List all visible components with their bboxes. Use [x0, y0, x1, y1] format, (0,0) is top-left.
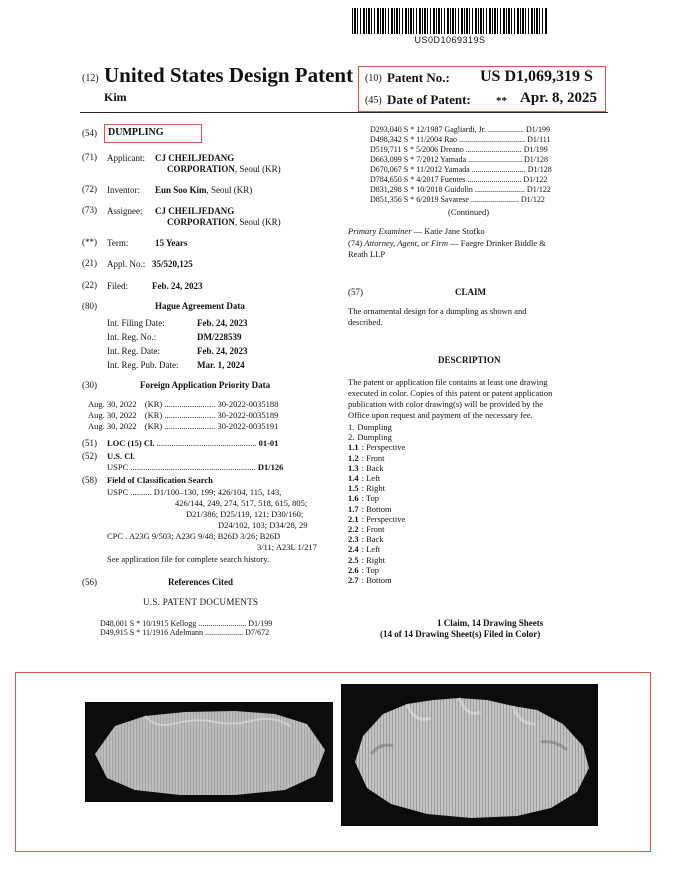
page-title: United States Design Patent: [104, 63, 354, 87]
claims-summary: 1 Claim, 14 Drawing Sheets: [437, 618, 544, 628]
ref-dots: ...........................: [468, 155, 523, 164]
ref-name: Adelmann: [169, 628, 204, 637]
ref-class: D1/128: [527, 165, 552, 174]
inventor-code: (72): [82, 184, 97, 194]
ref-name: Kellogg: [170, 619, 197, 628]
ref-date: 10/2018: [416, 185, 443, 194]
search-code: (58): [82, 475, 97, 485]
figure-number: 2.1: [348, 513, 359, 524]
applicant-name-l2: [167, 163, 281, 175]
figure-list-item: [348, 524, 385, 534]
figure-list-item: [348, 473, 380, 483]
figure-caption: : Bottom: [361, 503, 392, 514]
figure-caption: : Top: [361, 564, 380, 575]
refs-heading: References Cited: [168, 577, 234, 587]
ref-date: 6/2019: [416, 195, 439, 204]
ref-name: Dreano: [440, 145, 464, 154]
ref-date: 11/2004: [416, 135, 443, 144]
appl-number: 35/520,125: [152, 259, 193, 269]
search-line-3: D24/102, 103; D34/28, 29: [218, 520, 308, 530]
figure-caption: : Back: [361, 534, 384, 545]
inventor-line: [155, 184, 252, 196]
priority-date: Aug. 30, 2022: [88, 399, 137, 409]
figure-caption: : Front: [361, 524, 385, 534]
assignee-name: CORPORATION: [167, 217, 235, 227]
dumpling-shape: [95, 711, 325, 795]
description-line: executed in color. Copies of this patent or patent application: [348, 388, 553, 398]
figure-caption: Dumpling: [357, 422, 392, 432]
examiner-name: — Katie Jane Stofko: [411, 226, 485, 236]
uspc-line: [107, 462, 283, 473]
hague-label-2: Int. Reg. Date:: [107, 346, 160, 356]
ref-dots: ............................: [465, 145, 522, 154]
description-line: publication with color drawing(s) will be provided by the: [348, 399, 543, 409]
dumpling-figure-1: [85, 702, 333, 802]
barcode-number: US0D1069319S: [414, 35, 486, 45]
hague-label-0: Int. Filing Date:: [107, 318, 165, 328]
ref-dots: ........................: [198, 619, 247, 628]
figure-list-item: [348, 422, 392, 432]
search-line-1: 426/144, 249, 274, 517, 518, 615, 805;: [175, 498, 308, 508]
patent-date-label: Date of Patent:: [387, 92, 471, 107]
sheets-summary: (14 of 14 Drawing Sheet(s) Filed in Color): [380, 629, 541, 639]
figure-list-item: [348, 504, 392, 514]
ref-name: Fuentes: [440, 175, 466, 184]
ref-dots: ...................: [205, 628, 244, 637]
priority-date: Aug. 30, 2022: [88, 410, 137, 420]
figure-caption: : Right: [361, 554, 386, 565]
hague-code: (80): [82, 301, 97, 311]
ref-name: Savarese: [440, 195, 469, 204]
ref-star: *: [410, 135, 415, 144]
inventor-location: , Seoul (KR): [206, 185, 253, 195]
figure-number: 2.3: [348, 534, 359, 545]
reference-row: [100, 628, 269, 638]
ref-number: D48,001 S: [100, 619, 135, 628]
figure-list-item: [348, 442, 405, 452]
figure-list-item: [348, 534, 384, 544]
appl-code: (21): [82, 258, 97, 268]
ref-class: D1/122: [526, 185, 551, 194]
figure-number: 1.5: [348, 483, 359, 494]
ref-class: D1/111: [527, 135, 551, 144]
priority-number: 30-2022-0035191: [217, 421, 279, 431]
figure-list-item: [348, 555, 385, 565]
ref-name: Gagliardi, Jr.: [444, 125, 487, 134]
dumpling-figure-2-drawing: [341, 684, 598, 826]
ref-dots: .................................: [459, 135, 526, 144]
priority-heading: Foreign Application Priority Data: [140, 380, 271, 390]
applicant-code: (71): [82, 152, 97, 162]
priority-dots: ........................: [164, 410, 216, 420]
hague-value-2: Feb. 24, 2023: [197, 346, 248, 356]
figure-number: 1.3: [348, 462, 359, 473]
ref-number: D663,099 S: [370, 155, 409, 164]
priority-country: (KR): [144, 399, 163, 409]
design-title: DUMPLING: [108, 127, 164, 138]
ref-dots: ...........................: [471, 165, 526, 174]
patent-number-label: Patent No.:: [387, 70, 450, 85]
ref-name: Yamada: [440, 155, 467, 164]
figure-list-item: [348, 432, 392, 442]
description-heading: DESCRIPTION: [438, 355, 501, 365]
ref-star: *: [410, 125, 415, 134]
loc-code: (51): [82, 438, 97, 448]
priority-country: (KR): [144, 410, 163, 420]
priority-row: [88, 410, 278, 421]
priority-row: [88, 399, 278, 410]
figure-list-item: [348, 483, 385, 493]
ref-star: *: [136, 628, 141, 637]
figure-list-item: [348, 453, 385, 463]
ref-date: 11/2012: [416, 165, 443, 174]
loc-label: LOC (15) Cl.: [107, 438, 155, 448]
ref-number: D784,650 S: [370, 175, 409, 184]
ref-number: D49,915 S: [100, 628, 135, 637]
reference-row: [370, 185, 551, 195]
ref-star: *: [409, 145, 414, 154]
patent-number: US D1,069,319 S: [480, 68, 593, 85]
ref-star: *: [410, 195, 415, 204]
claim-text-l1: The ornamental design for a dumpling as shown and: [348, 306, 527, 316]
search-line-6: See application file for complete search history.: [107, 554, 270, 564]
figure-caption: : Perspective: [361, 442, 406, 453]
figure-list-item: [348, 493, 379, 503]
hague-label-3: Int. Reg. Pub. Date:: [107, 360, 179, 370]
priority-date: Aug. 30, 2022: [88, 421, 137, 431]
ref-date: 11/1916: [142, 628, 169, 637]
uscl-label: U.S. Cl.: [107, 451, 135, 461]
filed-label: Filed:: [107, 281, 129, 291]
assignee-name-l2: [167, 216, 281, 228]
priority-country: (KR): [144, 421, 163, 431]
figure-number: 1.4: [348, 473, 359, 483]
attorney-code: (74): [348, 238, 363, 248]
ref-name: Yamada: [443, 165, 470, 174]
claim-text-l2: described.: [348, 317, 383, 327]
ref-number: D519,711 S: [370, 145, 408, 154]
uspc-value: D1/126: [257, 462, 284, 472]
ref-star: *: [136, 619, 141, 628]
doc-type-code: (12): [82, 73, 99, 84]
figure-caption: Dumpling: [357, 432, 392, 443]
patent-date: Apr. 8, 2025: [520, 90, 597, 106]
search-label: Field of Classification Search: [107, 475, 213, 485]
appl-label: Appl. No.:: [107, 259, 146, 269]
figure-number: 2.7: [348, 575, 359, 585]
ref-date: 10/1915: [142, 619, 169, 628]
ref-number: D831,298 S: [370, 185, 409, 194]
assignee-location: , Seoul (KR): [234, 217, 281, 227]
figure-number: 1.1: [348, 442, 359, 453]
claim-heading: CLAIM: [455, 287, 486, 297]
ref-date: 5/2006: [415, 145, 439, 154]
barcode: [352, 8, 548, 34]
loc-line: [107, 438, 278, 449]
search-line-0: USPC .......... D1/100–130, 199; 426/104, 115, 143,: [107, 487, 282, 497]
attorney-label: Attorney, Agent, or Firm: [364, 238, 448, 248]
filed-code: (22): [82, 280, 97, 290]
ref-date: 7/2012: [416, 155, 439, 164]
hague-value-1: DM/228539: [197, 332, 242, 342]
ref-star: *: [410, 165, 415, 174]
ref-dots: .........................: [474, 185, 525, 194]
dumpling-figure-2: [341, 684, 598, 826]
ref-class: D1/199: [526, 125, 551, 134]
figure-number: 2.5: [348, 554, 359, 565]
hague-value-3: Mar. 1, 2024: [197, 360, 245, 370]
figure-caption: : Top: [361, 493, 380, 504]
ref-class: D1/128: [524, 155, 549, 164]
inventor-label: Inventor:: [107, 185, 140, 195]
priority-code: (30): [82, 380, 97, 390]
us-docs-heading: U.S. PATENT DOCUMENTS: [143, 597, 259, 607]
figure-caption: : Back: [361, 462, 384, 473]
ref-class: D7/672: [245, 628, 270, 637]
attorney-name-l2: Reath LLP: [348, 249, 386, 259]
figure-number: 2.2: [348, 524, 359, 534]
claim-code: (57): [348, 287, 363, 297]
figure-caption: : Front: [361, 452, 385, 463]
description-line: The patent or application file contains at least one drawing: [348, 377, 548, 387]
uspc-label: USPC: [107, 462, 129, 472]
figure-number: 1.: [348, 422, 355, 432]
header-inventor: Kim: [104, 90, 127, 104]
priority-dots: ........................: [164, 399, 216, 409]
uscl-code: (52): [82, 451, 97, 461]
term-code: (**): [82, 237, 97, 247]
examiner-label: Primary Examiner: [348, 226, 412, 236]
ref-number: D851,356 S: [370, 195, 409, 204]
figure-number: 2.6: [348, 564, 359, 575]
reference-row: [370, 155, 548, 165]
header-divider: [80, 112, 608, 113]
ref-number: D670,067 S: [370, 165, 409, 174]
patent-date-code: (45): [365, 95, 382, 106]
attorney-line: [348, 238, 546, 249]
ref-class: D1/199: [523, 145, 548, 154]
figure-caption: : Bottom: [361, 575, 392, 585]
applicant-name: CORPORATION: [167, 164, 235, 174]
uspc-dots: ...........................................................: [130, 462, 256, 472]
reference-row: [370, 125, 550, 135]
term-value: 15 Years: [155, 238, 188, 248]
reference-row: [370, 175, 547, 185]
reference-row: [370, 145, 548, 155]
figure-list-item: [348, 565, 379, 575]
priority-row: [88, 421, 278, 432]
figure-caption: : Right: [361, 483, 386, 494]
refs-continued: (Continued): [448, 207, 490, 217]
hague-heading: Hague Agreement Data: [155, 301, 245, 311]
reference-row: [370, 195, 545, 205]
search-line-4: CPC . A23G 9/503; A23G 9/48; B26D 3/26; B26D: [107, 531, 281, 541]
ref-name: Guidolin: [444, 185, 473, 194]
ref-star: *: [410, 185, 415, 194]
dumpling-shape: [355, 698, 589, 818]
priority-dots: ........................: [164, 421, 216, 431]
refs-code: (56): [82, 577, 97, 587]
applicant-label: Applicant:: [107, 153, 145, 163]
priority-number: 30-2022-0035189: [217, 410, 279, 420]
loc-value: 01-01: [258, 438, 279, 448]
figure-caption: : Left: [361, 544, 381, 555]
priority-number: 30-2022-0035188: [217, 399, 279, 409]
figure-list-item: [348, 514, 405, 524]
figure-list-item: [348, 575, 392, 585]
figure-list-item: [348, 544, 380, 554]
hague-value-0: Feb. 24, 2023: [197, 318, 248, 328]
patent-number-code: (10): [365, 73, 382, 84]
applicant-name-l1: CJ CHEILJEDANG: [155, 153, 235, 163]
search-line-2: D21/386; D25/119, 121; D30/160;: [186, 509, 304, 519]
hague-label-1: Int. Reg. No.:: [107, 332, 157, 342]
figure-number: 2.: [348, 432, 355, 443]
ref-class: D1/199: [248, 619, 273, 628]
ref-star: *: [410, 155, 415, 164]
figure-list-item: [348, 463, 384, 473]
ref-dots: ...........................: [467, 175, 522, 184]
ref-dots: ..................: [488, 125, 525, 134]
title-code: (54): [82, 128, 97, 138]
term-label: Term:: [107, 238, 129, 248]
applicant-location: , Seoul (KR): [234, 164, 281, 174]
figure-number: 2.4: [348, 544, 359, 555]
reference-row: [370, 165, 552, 175]
inventor-name: Eun Soo Kim: [155, 185, 207, 195]
figure-number: 1.7: [348, 503, 359, 514]
ref-star: *: [410, 175, 415, 184]
ref-date: 12/1987: [416, 125, 443, 134]
search-line-5: 3/11; A23L 1/217: [257, 542, 317, 552]
assignee-code: (73): [82, 205, 97, 215]
loc-dots: ...............................................: [156, 438, 257, 448]
ref-date: 4/2017: [416, 175, 439, 184]
figure-number: 1.6: [348, 493, 359, 504]
ref-dots: ........................: [470, 195, 519, 204]
examiner-line: [348, 226, 485, 237]
ref-class: D1/122: [523, 175, 548, 184]
figure-caption: : Left: [361, 473, 381, 483]
patent-date-stars: **: [496, 95, 507, 107]
assignee-name-l1: CJ CHEILJEDANG: [155, 206, 235, 216]
ref-name: Rao: [444, 135, 458, 144]
ref-number: D498,342 S: [370, 135, 409, 144]
ref-number: D293,040 S: [370, 125, 409, 134]
ref-class: D1/122: [520, 195, 545, 204]
assignee-label: Assignee:: [107, 206, 143, 216]
filed-date: Feb. 24, 2023: [152, 281, 203, 291]
dumpling-figure-1-drawing: [85, 702, 333, 802]
reference-row: [370, 135, 550, 145]
figure-number: 1.2: [348, 452, 359, 463]
figure-caption: : Perspective: [361, 513, 406, 524]
description-line: Office upon request and payment of the necessary fee.: [348, 410, 533, 420]
attorney-name: — Faegre Drinker Biddle &: [447, 238, 546, 248]
